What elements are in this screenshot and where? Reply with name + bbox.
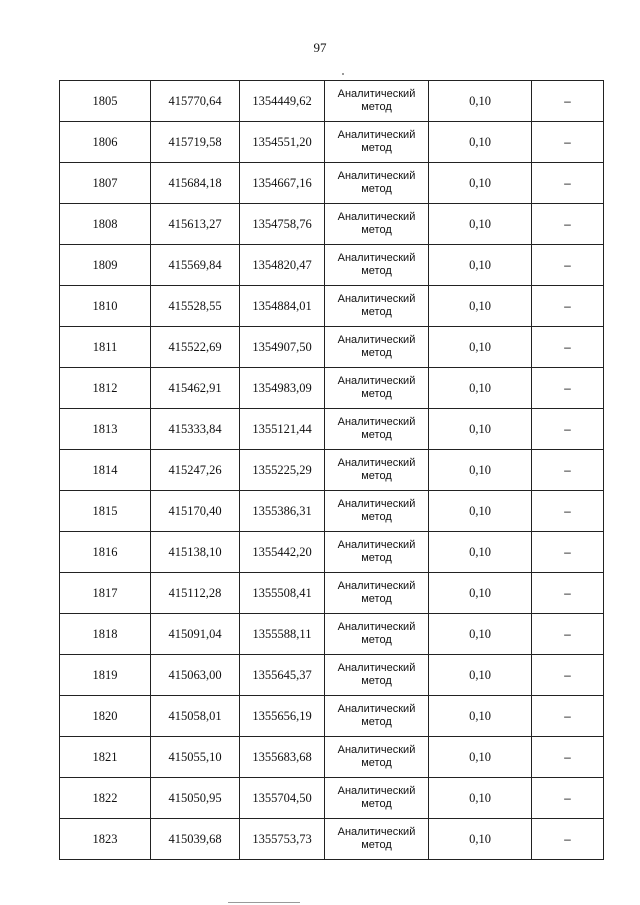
method-cell: Аналитический метод	[325, 614, 429, 655]
x-coordinate-cell: 415462,91	[151, 368, 240, 409]
x-coordinate-cell: 415112,28	[151, 573, 240, 614]
y-coordinate-cell: 1354551,20	[240, 122, 325, 163]
note-cell: –	[532, 614, 604, 655]
method-cell: Аналитический метод	[325, 491, 429, 532]
point-number-cell: 1809	[60, 245, 151, 286]
method-cell: Аналитический метод	[325, 368, 429, 409]
accuracy-cell: 0,10	[429, 81, 532, 122]
point-number-cell: 1822	[60, 778, 151, 819]
table-row	[60, 245, 604, 286]
accuracy-cell: 0,10	[429, 327, 532, 368]
table-row	[60, 409, 604, 450]
table-row	[60, 614, 604, 655]
note-cell: –	[532, 409, 604, 450]
y-coordinate-cell: 1354907,50	[240, 327, 325, 368]
note-cell: –	[532, 778, 604, 819]
note-cell: –	[532, 286, 604, 327]
x-coordinate-cell: 415063,00	[151, 655, 240, 696]
method-cell: Аналитический метод	[325, 327, 429, 368]
method-cell: Аналитический метод	[325, 778, 429, 819]
x-coordinate-cell: 415719,58	[151, 122, 240, 163]
y-coordinate-cell: 1355508,41	[240, 573, 325, 614]
point-number-cell: 1814	[60, 450, 151, 491]
table-row	[60, 368, 604, 409]
x-coordinate-cell: 415569,84	[151, 245, 240, 286]
page-number: 97	[313, 40, 327, 55]
table-row	[60, 450, 604, 491]
x-coordinate-cell: 415247,26	[151, 450, 240, 491]
note-cell: –	[532, 491, 604, 532]
accuracy-cell: 0,10	[429, 368, 532, 409]
accuracy-cell: 0,10	[429, 614, 532, 655]
point-number-cell: 1816	[60, 532, 151, 573]
point-number-cell: 1805	[60, 81, 151, 122]
y-coordinate-cell: 1355753,73	[240, 819, 325, 860]
method-cell: Аналитический метод	[325, 737, 429, 778]
note-cell: –	[532, 163, 604, 204]
table-row	[60, 163, 604, 204]
accuracy-cell: 0,10	[429, 819, 532, 860]
point-number-cell: 1820	[60, 696, 151, 737]
accuracy-cell: 0,10	[429, 655, 532, 696]
method-cell: Аналитический метод	[325, 450, 429, 491]
point-number-cell: 1808	[60, 204, 151, 245]
note-cell: –	[532, 450, 604, 491]
accuracy-cell: 0,10	[429, 409, 532, 450]
table-row	[60, 491, 604, 532]
x-coordinate-cell: 415684,18	[151, 163, 240, 204]
x-coordinate-cell: 415770,64	[151, 81, 240, 122]
method-cell: Аналитический метод	[325, 532, 429, 573]
point-number-cell: 1823	[60, 819, 151, 860]
note-cell: –	[532, 819, 604, 860]
y-coordinate-cell: 1355683,68	[240, 737, 325, 778]
x-coordinate-cell: 415050,95	[151, 778, 240, 819]
table-body	[60, 81, 604, 860]
x-coordinate-cell: 415613,27	[151, 204, 240, 245]
table-row	[60, 696, 604, 737]
point-number-cell: 1806	[60, 122, 151, 163]
table-row	[60, 122, 604, 163]
y-coordinate-cell: 1355588,11	[240, 614, 325, 655]
table-row	[60, 778, 604, 819]
x-coordinate-cell: 415039,68	[151, 819, 240, 860]
point-number-cell: 1810	[60, 286, 151, 327]
accuracy-cell: 0,10	[429, 737, 532, 778]
y-coordinate-cell: 1354983,09	[240, 368, 325, 409]
point-number-cell: 1817	[60, 573, 151, 614]
point-number-cell: 1821	[60, 737, 151, 778]
note-cell: –	[532, 245, 604, 286]
note-cell: –	[532, 532, 604, 573]
table-row	[60, 286, 604, 327]
point-number-cell: 1807	[60, 163, 151, 204]
note-cell: –	[532, 696, 604, 737]
accuracy-cell: 0,10	[429, 491, 532, 532]
table-row	[60, 819, 604, 860]
y-coordinate-cell: 1354884,01	[240, 286, 325, 327]
y-coordinate-cell: 1355386,31	[240, 491, 325, 532]
note-cell: –	[532, 368, 604, 409]
method-cell: Аналитический метод	[325, 286, 429, 327]
x-coordinate-cell: 415091,04	[151, 614, 240, 655]
coordinates-table	[59, 80, 604, 860]
note-cell: –	[532, 655, 604, 696]
method-cell: Аналитический метод	[325, 204, 429, 245]
y-coordinate-cell: 1354667,16	[240, 163, 325, 204]
x-coordinate-cell: 415528,55	[151, 286, 240, 327]
accuracy-cell: 0,10	[429, 245, 532, 286]
accuracy-cell: 0,10	[429, 450, 532, 491]
table-row	[60, 573, 604, 614]
y-coordinate-cell: 1354449,62	[240, 81, 325, 122]
table-row	[60, 655, 604, 696]
x-coordinate-cell: 415058,01	[151, 696, 240, 737]
method-cell: Аналитический метод	[325, 163, 429, 204]
method-cell: Аналитический метод	[325, 409, 429, 450]
accuracy-cell: 0,10	[429, 778, 532, 819]
method-cell: Аналитический метод	[325, 573, 429, 614]
y-coordinate-cell: 1355656,19	[240, 696, 325, 737]
method-cell: Аналитический метод	[325, 655, 429, 696]
y-coordinate-cell: 1355225,29	[240, 450, 325, 491]
y-coordinate-cell: 1355704,50	[240, 778, 325, 819]
table-row	[60, 327, 604, 368]
table-row	[60, 204, 604, 245]
y-coordinate-cell: 1354758,76	[240, 204, 325, 245]
accuracy-cell: 0,10	[429, 532, 532, 573]
scan-speck	[342, 73, 344, 75]
point-number-cell: 1813	[60, 409, 151, 450]
x-coordinate-cell: 415333,84	[151, 409, 240, 450]
method-cell: Аналитический метод	[325, 696, 429, 737]
accuracy-cell: 0,10	[429, 286, 532, 327]
table-row	[60, 81, 604, 122]
point-number-cell: 1819	[60, 655, 151, 696]
x-coordinate-cell: 415170,40	[151, 491, 240, 532]
x-coordinate-cell: 415522,69	[151, 327, 240, 368]
y-coordinate-cell: 1355121,44	[240, 409, 325, 450]
point-number-cell: 1811	[60, 327, 151, 368]
accuracy-cell: 0,10	[429, 163, 532, 204]
point-number-cell: 1818	[60, 614, 151, 655]
y-coordinate-cell: 1355442,20	[240, 532, 325, 573]
y-coordinate-cell: 1354820,47	[240, 245, 325, 286]
table-row	[60, 737, 604, 778]
note-cell: –	[532, 81, 604, 122]
accuracy-cell: 0,10	[429, 573, 532, 614]
note-cell: –	[532, 737, 604, 778]
accuracy-cell: 0,10	[429, 696, 532, 737]
point-number-cell: 1812	[60, 368, 151, 409]
scan-edge-mark	[228, 902, 300, 903]
table-row	[60, 532, 604, 573]
method-cell: Аналитический метод	[325, 122, 429, 163]
x-coordinate-cell: 415055,10	[151, 737, 240, 778]
note-cell: –	[532, 573, 604, 614]
note-cell: –	[532, 122, 604, 163]
x-coordinate-cell: 415138,10	[151, 532, 240, 573]
method-cell: Аналитический метод	[325, 819, 429, 860]
note-cell: –	[532, 204, 604, 245]
method-cell: Аналитический метод	[325, 81, 429, 122]
method-cell: Аналитический метод	[325, 245, 429, 286]
accuracy-cell: 0,10	[429, 122, 532, 163]
note-cell: –	[532, 327, 604, 368]
point-number-cell: 1815	[60, 491, 151, 532]
accuracy-cell: 0,10	[429, 204, 532, 245]
y-coordinate-cell: 1355645,37	[240, 655, 325, 696]
